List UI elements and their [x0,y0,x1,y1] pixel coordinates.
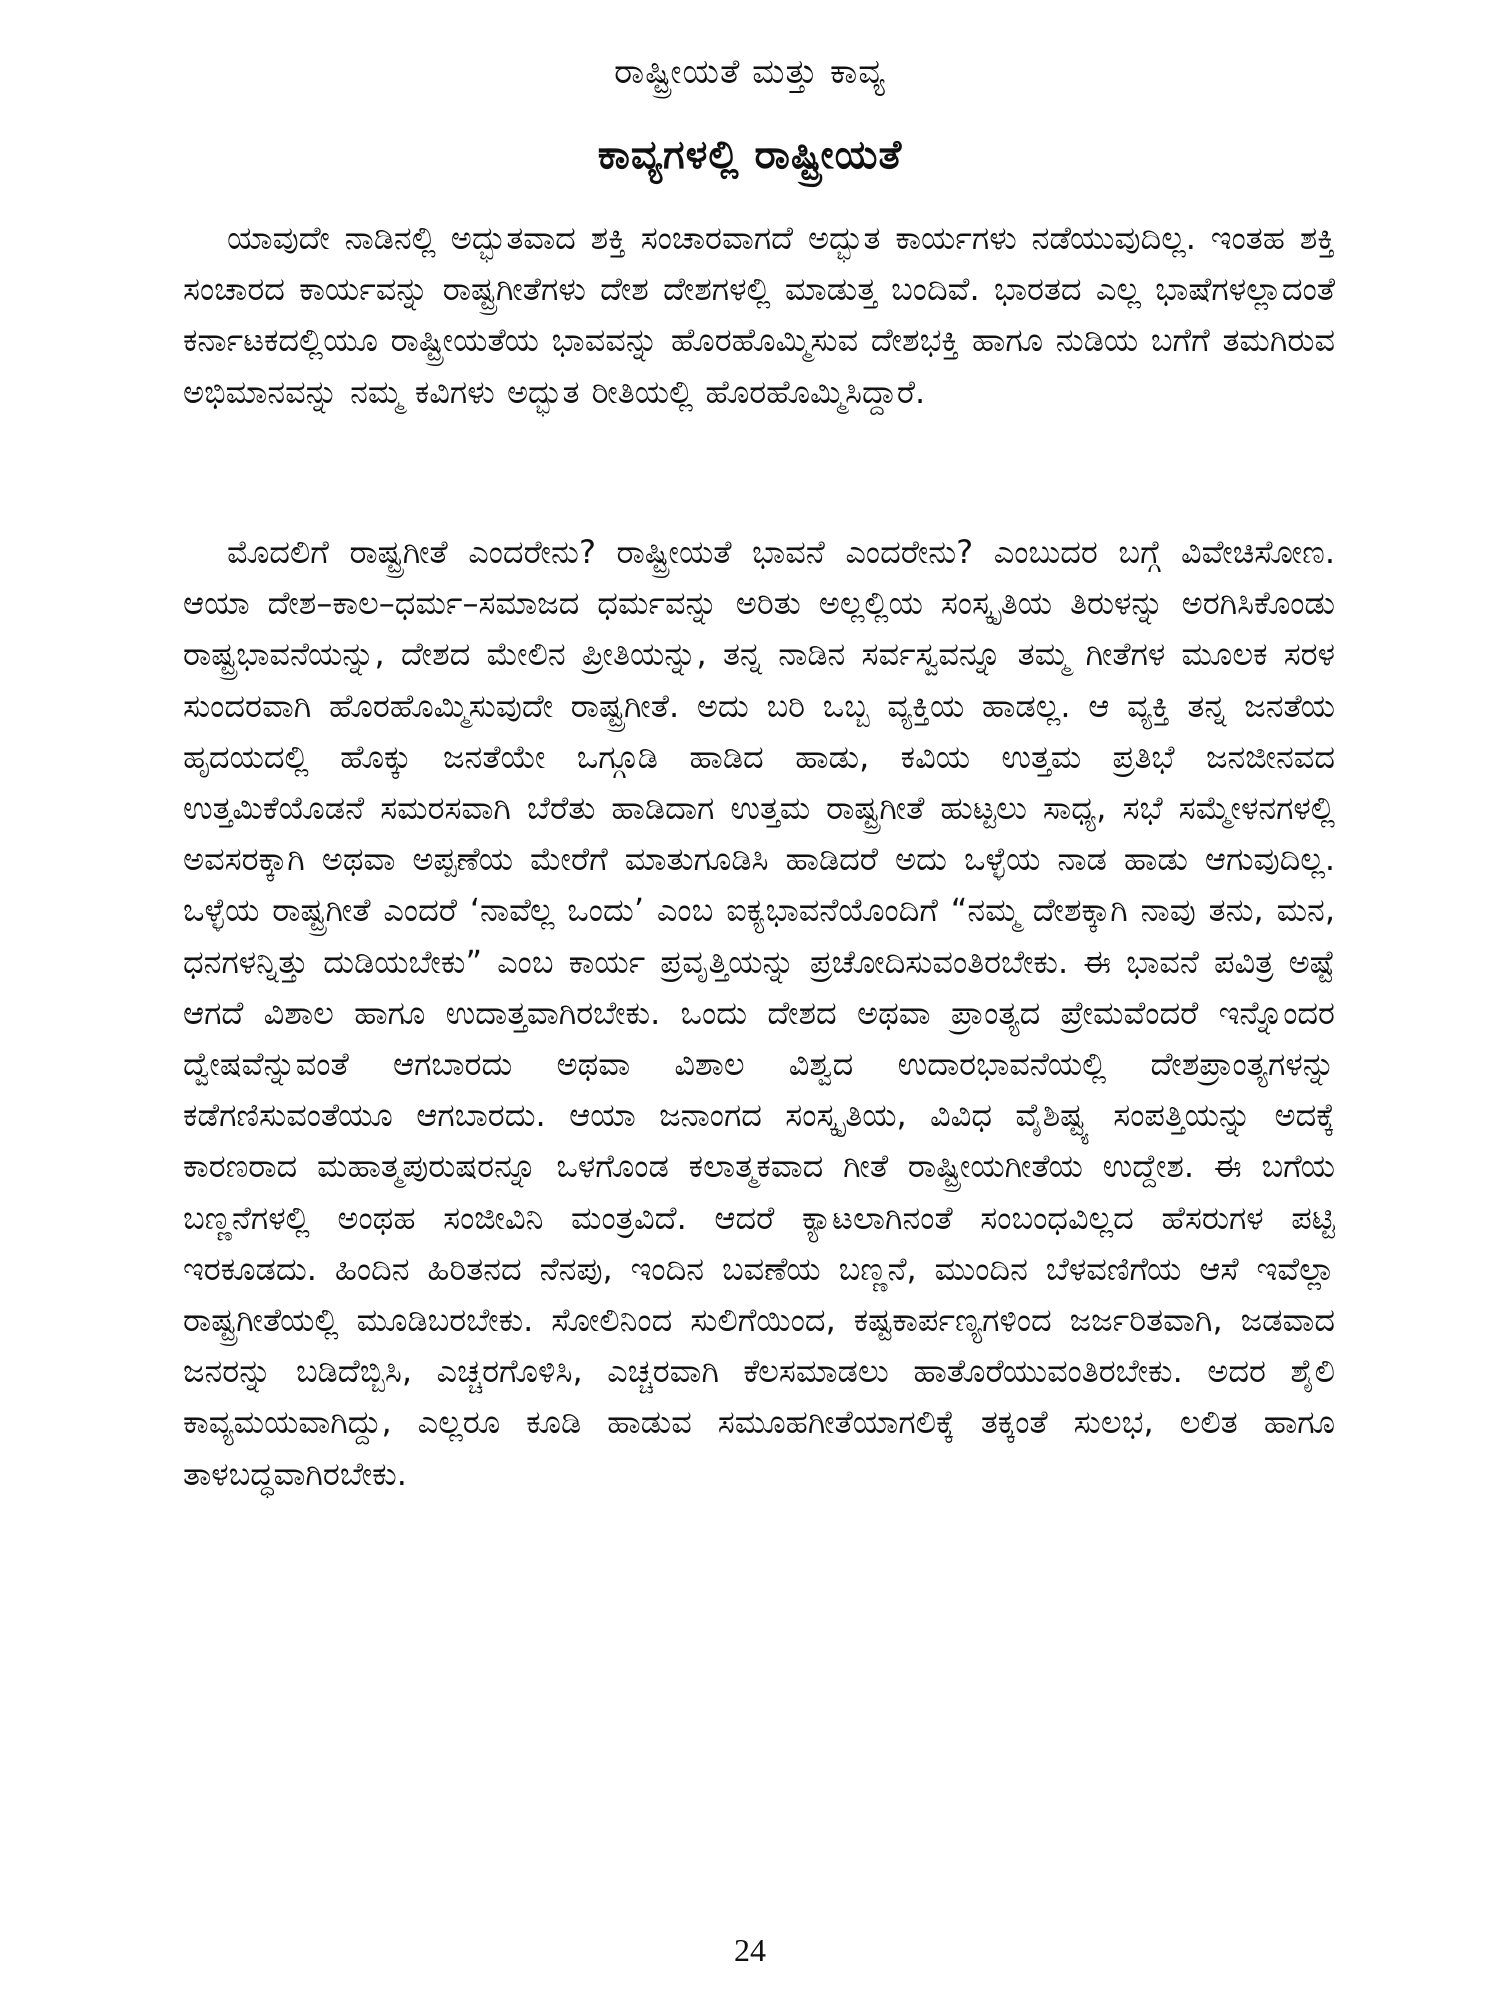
paragraph-1: ಯಾವುದೇ ನಾಡಿನಲ್ಲಿ ಅದ್ಭುತವಾದ ಶಕ್ತಿ ಸಂಚಾರವಾಗದೆ ಅದ್ಭುತ ಕಾರ್ಯಗಳು ನಡೆಯುವುದಿಲ್ಲ. ಇಂತಹ ಶಕ್ತಿ ಸಂಚಾರದ ಕಾರ್ಯವನ್ನು ರಾಷ್ಟ್ರಗೀತೆಗಳು ದೇಶ ದೇಶಗಳಲ್ಲಿ ಮಾಡುತ್ತ ಬಂದಿವೆ. ಭಾರತದ ಎಲ್ಲ ಭಾಷೆಗಳಲ್ಲಾದಂತೆ ಕರ್ನಾಟಕದಲ್ಲಿಯೂ ರಾಷ್ಟ್ರೀಯತೆಯ ಭಾವವನ್ನು ಹೊರಹೊಮ್ಮಿಸುವ ದೇಶಭಕ್ತಿ ಹಾಗೂ ನುಡಿಯ ಬಗೆಗೆ ತಮಗಿರುವ ಅಭಿಮಾನವನ್ನು ನಮ್ಮ ಕವಿಗಳು ಅದ್ಭುತ ರೀತಿಯಲ್ಲಿ ಹೊರಹೊಮ್ಮಿಸಿದ್ದಾರೆ. [183,219,1335,411]
chapter-title: ಕಾವ್ಯಗಳಲ್ಲಿ ರಾಷ್ಟ್ರೀಯತೆ [597,132,903,178]
paragraph-2: ಮೊದಲಿಗೆ ರಾಷ್ಟ್ರಗೀತೆ ಎಂದರೇನು? ರಾಷ್ಟ್ರೀಯತೆ ಭಾವನೆ ಎಂದರೇನು? ಎಂಬುದರ ಬಗ್ಗೆ ವಿವೇಚಿಸೋಣ. ಆಯಾ ದೇಶ–ಕಾಲ–ಧರ್ಮ–ಸಮಾಜದ ಧರ್ಮವನ್ನು ಅರಿತು ಅಲ್ಲಲ್ಲಿಯ ಸಂಸ್ಕೃತಿಯ ತಿರುಳನ್ನು ಅರಗಿಸಿಕೊಂಡು ರಾಷ್ಟ್ರಭಾವನೆಯನ್ನು, ದೇಶದ ಮೇಲಿನ ಪ್ರೀತಿಯನ್ನು, ತನ್ನ ನಾಡಿನ ಸರ್ವಸ್ವವನ್ನೂ ತಮ್ಮ ಗೀತೆಗಳ ಮೂಲಕ ಸರಳ ಸುಂದರವಾಗಿ ಹೊರಹೊಮ್ಮಿಸುವುದೇ ರಾಷ್ಟ್ರಗೀತೆ. ಅದು ಬರಿ ಒಬ್ಬ ವ್ಯಕ್ತಿಯ ಹಾಡಲ್ಲ. ಆ ವ್ಯಕ್ತಿ ತನ್ನ ಜನತೆಯ ಹೃದಯದಲ್ಲಿ ಹೊಕ್ಕು ಜನತೆಯೇ ಒಗ್ಗೂಡಿ ಹಾಡಿದ ಹಾಡು, ಕವಿಯ ಉತ್ತಮ ಪ್ರತಿಭೆ ಜನಜೀನವದ ಉತ್ತಮಿಕೆಯೊಡನೆ ಸಮರಸವಾಗಿ ಬೆರೆತು ಹಾಡಿದಾಗ ಉತ್ತಮ ರಾಷ್ಟ್ರಗೀತೆ ಹುಟ್ಟಲು ಸಾಧ್ಯ, ಸಭೆ ಸಮ್ಮೇಳನಗಳಲ್ಲಿ ಅವಸರಕ್ಕಾಗಿ ಅಥವಾ ಅಪ್ಪಣೆಯ ಮೇರೆಗೆ ಮಾತುಗೂಡಿಸಿ ಹಾಡಿದರೆ ಅದು ಒಳ್ಳೆಯ ನಾಡ ಹಾಡು ಆಗುವುದಿಲ್ಲ. ಒಳ್ಳೆಯ ರಾಷ್ಟ್ರಗೀತೆ ಎಂದರೆ ‘ನಾವೆಲ್ಲ ಒಂದು’ ಎಂಬ ಐಕ್ಯಭಾವನೆಯೊಂದಿಗೆ “ನಮ್ಮ ದೇಶಕ್ಕಾಗಿ ನಾವು ತನು, ಮನ, ಧನಗಳನ್ನಿತ್ತು ದುಡಿಯಬೇಕು” ಎಂಬ ಕಾರ್ಯ ಪ್ರವೃತ್ತಿಯನ್ನು ಪ್ರಚೋದಿಸುವಂತಿರಬೇಕು. ಈ ಭಾವನೆ ಪವಿತ್ರ ಅಷ್ಟೆ ಆಗದೆ ವಿಶಾಲ ಹಾಗೂ ಉದಾತ್ತವಾಗಿರಬೇಕು. ಒಂದು ದೇಶದ ಅಥವಾ ಪ್ರಾಂತ್ಯದ ಪ್ರೇಮವೆಂದರೆ ಇನ್ನೊಂದರ ದ್ವೇಷವೆನ್ನುವಂತೆ ಆಗಬಾರದು ಅಥವಾ ವಿಶಾಲ ವಿಶ್ವದ ಉದಾರಭಾವನೆಯಲ್ಲಿ ದೇಶಪ್ರಾಂತ್ಯಗಳನ್ನು ಕಡೆಗಣಿಸುವಂತೆಯೂ ಆಗಬಾರದು. ಆಯಾ ಜನಾಂಗದ ಸಂಸ್ಕೃತಿಯ, ವಿವಿಧ ವೈಶಿಷ್ಟ್ಯ ಸಂಪತ್ತಿಯನ್ನು ಅದಕ್ಕೆ ಕಾರಣರಾದ ಮಹಾತ್ಮಪುರುಷರನ್ನೂ ಒಳಗೊಂಡ ಕಲಾತ್ಮಕವಾದ ಗೀತೆ ರಾಷ್ಟ್ರೀಯಗೀತೆಯ ಉದ್ದೇಶ. ಈ ಬಗೆಯ ಬಣ್ಣನೆಗಳಲ್ಲಿ ಅಂಥಹ ಸಂಜೀವಿನಿ ಮಂತ್ರವಿದೆ. ಆದರೆ ಕ್ಯಾಟಲಾಗಿನಂತೆ ಸಂಬಂಧವಿಲ್ಲದ ಹೆಸರುಗಳ ಪಟ್ಟಿ ಇರಕೂಡದು. ಹಿಂದಿನ ಹಿರಿತನದ ನೆನಪು, ಇಂದಿನ ಬವಣೆಯ ಬಣ್ಣನೆ, ಮುಂದಿನ ಬೆಳವಣಿಗೆಯ ಆಸೆ ಇವೆಲ್ಲಾ ರಾಷ್ಟ್ರಗೀತೆಯಲ್ಲಿ ಮೂಡಿಬರಬೇಕು. ಸೋಲಿನಿಂದ ಸುಲಿಗೆಯಿಂದ, ಕಷ್ಟಕಾರ್ಪಣ್ಯಗಳಿಂದ ಜರ್ಜರಿತವಾಗಿ, ಜಡವಾದ ಜನರನ್ನು ಬಡಿದೆಬ್ಬಿಸಿ, ಎಚ್ಚರಗೊಳಿಸಿ, ಎಚ್ಚರವಾಗಿ ಕೆಲಸಮಾಡಲು ಹಾತೊರೆಯುವಂತಿರಬೇಕು. ಅದರ ಶೈಲಿ ಕಾವ್ಯಮಯವಾಗಿದ್ದು, ಎಲ್ಲರೂ ಕೂಡಿ ಹಾಡುವ ಸಮೂಹಗೀತೆಯಾಗಲಿಕ್ಕೆ ತಕ್ಕಂತೆ ಸುಲಭ, ಲಲಿತ ಹಾಗೂ ತಾಳಬದ್ಧವಾಗಿರಬೇಕು. [183,533,1335,1493]
page-number: 24 [734,1932,766,1968]
running-head: ರಾಷ್ಟ್ರೀಯತೆ ಮತ್ತು ಕಾವ್ಯ [614,52,886,92]
